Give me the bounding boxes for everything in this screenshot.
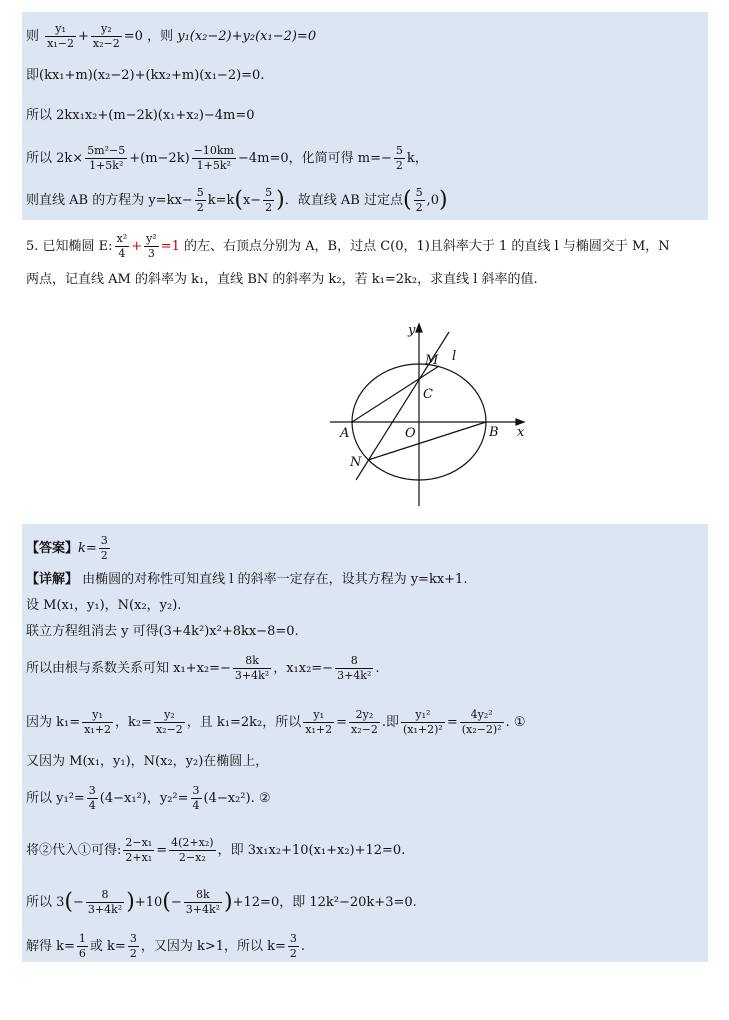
- substitute-line: [26, 836, 405, 865]
- denominator: 6: [78, 947, 86, 960]
- denominator: x₂−2: [155, 723, 183, 736]
- fraction: [401, 708, 445, 737]
- numerator: 5: [415, 186, 423, 199]
- denominator: 2+x₁: [125, 851, 153, 864]
- text: ,0: [426, 193, 439, 208]
- numerator: 3: [100, 534, 108, 547]
- numerator: 3: [289, 932, 297, 945]
- numerator: 5m²−5: [87, 144, 126, 157]
- set-line: [26, 596, 181, 616]
- detail-line: [26, 570, 467, 590]
- text: ，即 3x₁x₂+10(x₁+x₂)+12=0.: [217, 843, 406, 858]
- denominator: (x₁+2)²: [403, 723, 443, 736]
- numerator: 3: [129, 932, 137, 945]
- text: .: [300, 939, 306, 954]
- text: +10: [134, 895, 163, 910]
- text: =: [156, 843, 168, 858]
- paren: (: [402, 187, 412, 213]
- denominator: 2: [395, 159, 403, 172]
- label-x: x: [517, 425, 525, 440]
- on-ellipse-line: [26, 752, 268, 772]
- denominator: 3+4k²: [87, 903, 123, 916]
- problem-line-2: [26, 270, 538, 290]
- numerator: 3: [192, 784, 200, 797]
- text: . ①: [505, 715, 526, 730]
- text: =1: [160, 239, 180, 254]
- numerator: 2−x₁: [125, 836, 153, 849]
- problem-line-1: [26, 232, 670, 261]
- paren: (: [234, 187, 243, 213]
- text: k=k: [207, 193, 235, 208]
- denominator: x₂−2: [92, 37, 120, 50]
- text: 因为 k₁=: [26, 715, 81, 730]
- denominator: x₂−2: [351, 723, 378, 736]
- denominator: 2: [265, 201, 273, 214]
- square-line: [26, 784, 271, 813]
- problem-number: 5.: [26, 239, 39, 254]
- formula: y₁(x₂−2)+y₂(x₁−2)=0: [177, 29, 317, 44]
- formula: 所以 2kx₁x₂+(m−2k)(x₁+x₂)−4m=0: [26, 108, 255, 123]
- ellipse-figure: [0, 310, 729, 530]
- fraction: [288, 932, 299, 961]
- text: ，且 k₁=2k₂，所以: [186, 715, 302, 730]
- fraction: [460, 708, 504, 737]
- label-l: l: [452, 349, 457, 364]
- solution-line: [26, 932, 305, 961]
- paren: (: [64, 889, 73, 915]
- text: 将②代入①可得:: [26, 843, 122, 858]
- denominator: 2: [289, 947, 297, 960]
- denominator: 3: [147, 247, 155, 260]
- fraction: [349, 708, 380, 737]
- fraction: [99, 534, 110, 563]
- text: 由椭圆的对称性可知直线 l 的斜率一定存在，设其方程为 y=kx+1.: [82, 572, 468, 587]
- fraction: [144, 232, 159, 261]
- text: ，则: [147, 29, 174, 44]
- denominator: x₁+2: [305, 723, 333, 736]
- numerator: y₁: [45, 22, 76, 37]
- fraction: [192, 144, 236, 173]
- fraction: [335, 654, 373, 683]
- fraction: [87, 784, 98, 813]
- text: +12=0，即 12k²−20k+3=0.: [232, 895, 417, 910]
- fraction: [169, 836, 215, 865]
- combine-line: [26, 622, 299, 642]
- text: x−: [242, 193, 262, 208]
- text: .即: [381, 715, 400, 730]
- text: 已知椭圆 E:: [42, 239, 113, 254]
- text: ，k₂=: [114, 715, 152, 730]
- text: 两点，记直线 AM 的斜率为 k₁，直线 BN 的斜率为 k₂，若 k₁=2k₂，求直线 l 斜率的值.: [26, 272, 538, 287]
- text: 所以 3: [26, 895, 65, 910]
- line-BN: [368, 422, 486, 460]
- numerator: 8: [335, 654, 373, 669]
- text: 所以由根与系数关系可知 x₁+x₂=−: [26, 661, 231, 676]
- numerator: y₂: [154, 708, 185, 723]
- numerator: 8k: [233, 654, 271, 669]
- label-C: C: [423, 387, 433, 402]
- denominator: 2: [196, 201, 204, 214]
- numerator: 1: [78, 932, 86, 945]
- fraction: [303, 708, 334, 737]
- label-O: O: [405, 426, 416, 441]
- text: =0: [123, 29, 143, 44]
- text: 或 k=: [89, 939, 126, 954]
- denominator: 4: [88, 799, 96, 812]
- text: +(m−2k): [129, 151, 190, 166]
- numerator: 2y₂: [349, 708, 380, 723]
- text: 的左、右顶点分别为 A，B，过点 C(0，1)且斜率大于 1 的直线 l 与椭圆交于 M，N: [184, 239, 670, 254]
- so-line: 所以 3(− $\frac{8}{\text{3+4k²}}$ )+10(− $\frac{8k}{\text{3+4k²}}$ )+12=0，即 12k²−20k+3=0.: [26, 888, 417, 916]
- fraction: [233, 654, 271, 683]
- denominator: 3+4k²: [234, 669, 270, 682]
- text: 所以 y₁²=: [26, 791, 85, 806]
- text: (4−x₂²). ②: [203, 791, 271, 806]
- numerator: 8: [86, 888, 124, 903]
- text: +: [131, 239, 143, 254]
- detail-label: 【详解】: [26, 572, 79, 587]
- fraction: [77, 932, 88, 961]
- vieta-line: [26, 654, 380, 683]
- prev-line-2: [26, 66, 264, 86]
- label-B: B: [489, 425, 499, 440]
- text: ，又因为 k>1，所以 k=: [140, 939, 286, 954]
- text: 联立方程组消去 y 可得(3+4k²)x²+8kx−8=0.: [26, 624, 299, 639]
- fraction: [263, 186, 274, 215]
- paren: ): [224, 889, 233, 915]
- fraction: [394, 144, 405, 173]
- text: k，: [406, 151, 428, 166]
- paren: ): [126, 889, 135, 915]
- numerator: −10km: [193, 144, 234, 157]
- fraction: [115, 232, 130, 261]
- label-N: N: [350, 455, 362, 470]
- numerator: y₁²: [401, 708, 445, 723]
- paren: ): [438, 187, 448, 213]
- numerator: 5: [196, 186, 204, 199]
- prev-line-5: [26, 186, 448, 215]
- text: 又因为 M(x₁，y₁)，N(x₂，y₂)在椭圆上，: [26, 754, 269, 769]
- numerator: y²: [146, 232, 157, 245]
- text: =: [446, 715, 458, 730]
- denominator: x₁+2: [84, 723, 111, 736]
- fraction: [91, 22, 122, 51]
- fraction: [45, 22, 76, 51]
- text: 设 M(x₁，y₁)，N(x₂，y₂).: [26, 598, 182, 613]
- denominator: 3+4k²: [185, 903, 221, 916]
- fraction: [414, 186, 425, 215]
- denominator: (x₂−2)²: [461, 723, 502, 736]
- text: 所以 2k×: [26, 151, 84, 166]
- label-y: y: [408, 323, 416, 338]
- text: 则直线 AB 的方程为 y=kx−: [26, 193, 193, 208]
- paren: ): [276, 187, 285, 213]
- denominator: 2: [129, 947, 137, 960]
- denominator: 1+5k²: [196, 159, 231, 172]
- text: −4m=0，化简可得 m=−: [237, 151, 392, 166]
- numerator: 5: [265, 186, 273, 199]
- fraction: [154, 708, 185, 737]
- denominator: 2: [415, 201, 423, 214]
- numerator: 5: [395, 144, 403, 157]
- text: 则: [26, 29, 40, 44]
- fraction: [184, 888, 222, 917]
- text: (4−x₁²)，y₂²=: [99, 791, 189, 806]
- fraction: [82, 708, 113, 737]
- label-A: A: [340, 426, 350, 441]
- fraction: [86, 888, 124, 917]
- numerator: y₁: [303, 708, 334, 723]
- text: =: [336, 715, 348, 730]
- denominator: 4: [192, 799, 200, 812]
- text: ．故直线 AB 过定点: [284, 193, 403, 208]
- fraction: [123, 836, 154, 865]
- numerator: 3: [88, 784, 96, 797]
- fraction: [195, 186, 206, 215]
- denominator: 2: [100, 549, 108, 562]
- k-line: [26, 708, 526, 737]
- numerator: 4(2+x₂): [171, 836, 214, 849]
- text: k=: [78, 541, 97, 556]
- paren: (: [162, 889, 171, 915]
- numerator: 8k: [184, 888, 222, 903]
- prev-line-4: [26, 144, 428, 173]
- numerator: 4y₂²: [460, 708, 504, 723]
- text: 解得 k=: [26, 939, 75, 954]
- prev-line-1: 则 $\frac{\text{y₁}}{\text{x₁−2}}$ + $\frac{\text{y₂}}{\text{x₂−2}}$ =0 ，则 y₁(x₂−2)+y₂(x₁−2)=0: [26, 22, 317, 50]
- denominator: x₁−2: [47, 37, 74, 50]
- denominator: 3+4k²: [337, 669, 372, 682]
- fraction: [128, 932, 139, 961]
- y-arrow: [416, 324, 422, 332]
- answer-line: [26, 534, 112, 563]
- text: .: [375, 661, 380, 676]
- prev-line-3: [26, 106, 255, 126]
- denominator: 1+5k²: [89, 159, 124, 172]
- numerator: y₂: [91, 22, 122, 37]
- label-M: M: [425, 353, 439, 368]
- fraction: [191, 784, 202, 813]
- numerator: x²: [116, 232, 128, 245]
- text: ，x₁x₂=−: [273, 661, 334, 676]
- denominator: 2−x₂: [178, 851, 206, 864]
- fraction: [85, 144, 127, 173]
- answer-label: 【答案】: [26, 541, 79, 556]
- denominator: 4: [118, 247, 126, 260]
- numerator: y₁: [82, 708, 113, 723]
- formula: 即(kx₁+m)(x₂−2)+(kx₂+m)(x₁−2)=0.: [26, 68, 265, 83]
